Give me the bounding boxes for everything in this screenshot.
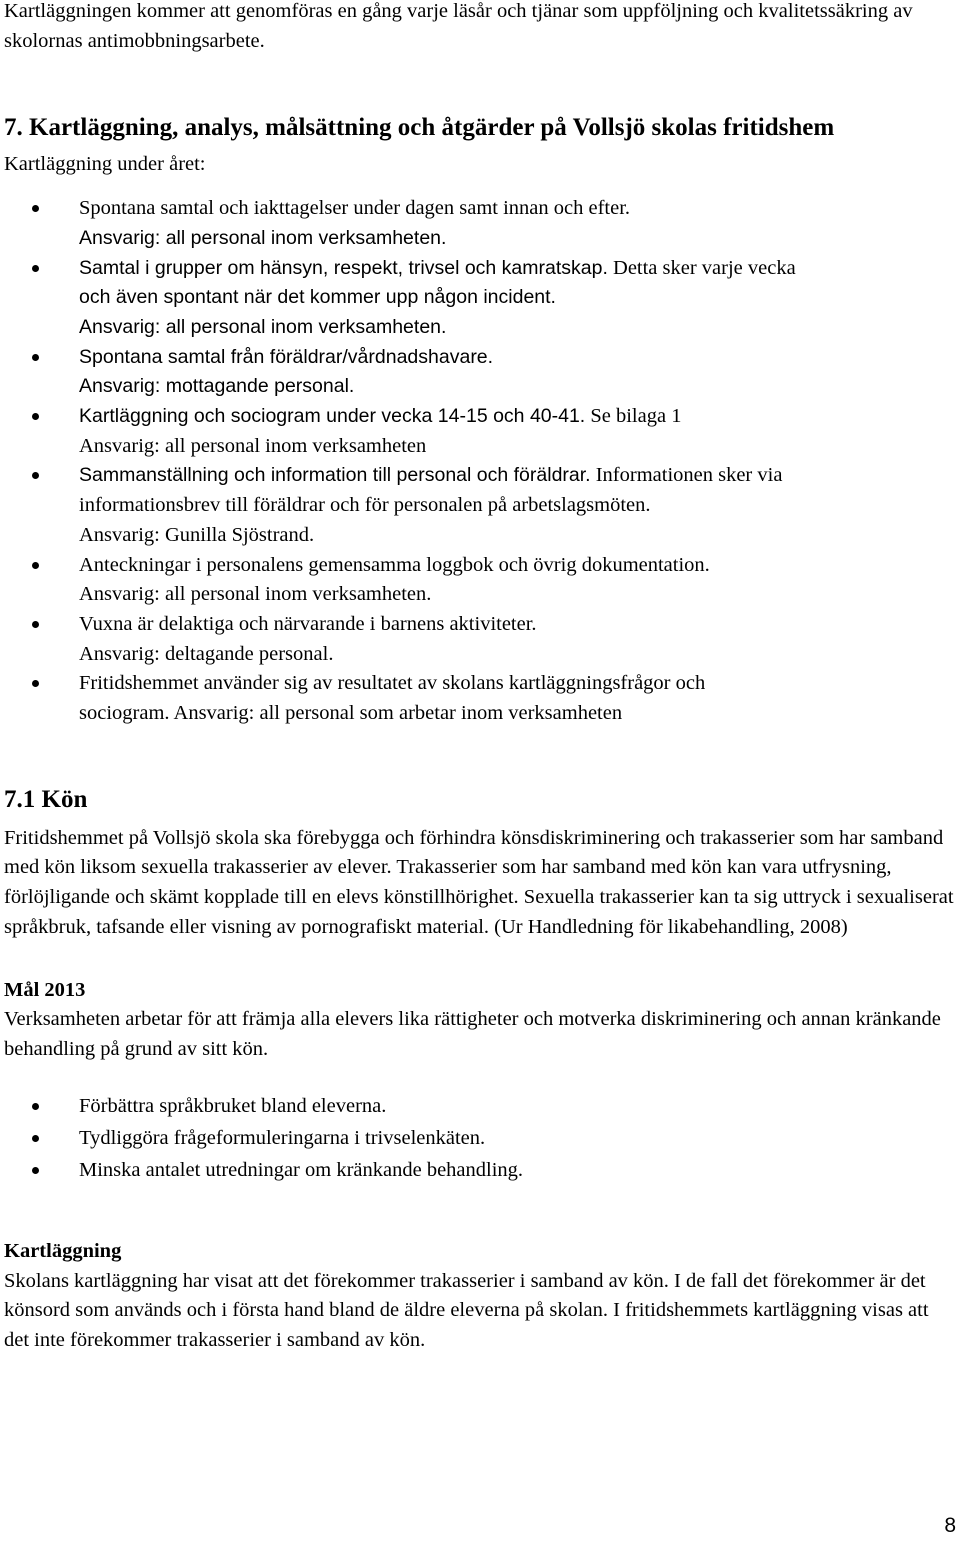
section-7-subheading: Kartläggning under året: xyxy=(4,153,206,176)
bullet-icon xyxy=(32,562,39,569)
item-text-line2: och även spontant när det kommer upp någon incident. xyxy=(79,286,556,309)
bullet-icon xyxy=(32,1103,39,1110)
goal-text: Minska antalet utredningar om kränkande behandling. xyxy=(79,1159,524,1182)
list-item xyxy=(4,1124,954,1154)
item-text-cont: Se bilaga 1 xyxy=(585,405,682,428)
bullet-icon xyxy=(32,680,39,687)
list-item xyxy=(4,402,954,461)
survey-body: Skolans kartläggning har visat att det förekommer trakasserier i samband av kön. I de fall det förekommer är det könsord som används och i första hand bland de äldre eleverna på skolan. I fritidshemmets kartläggning visas att det inte förekommer trakasserier i samband av kön. xyxy=(4,1269,929,1351)
item-responsible: sociogram. Ansvarig: all personal som arbetar inom verksamheten xyxy=(79,702,623,725)
section-7-1-body: Fritidshemmet på Vollsjö skola ska förebygga och förhindra könsdiskriminering och trakasserier som har samband med kön liksom sexuella trakasserier av elever. Trakasserier som har samband med kön kan vara utfrysning, förlöjligande och skämt kopplade till en elevs könstillhörighet. Sexuella trakasserier kan ta sig uttryck i sexualiserat språkbruk, tafsande eller visning av pornografiskt material. (Ur Handledning för likabehandling, 2008) xyxy=(4,826,954,938)
list-item xyxy=(4,194,954,253)
item-text-line2: informationsbrev till föräldrar och för personalen på arbetslagsmöten. xyxy=(79,494,651,517)
survey-activities-list xyxy=(4,194,954,729)
goal-body: Verksamheten arbetar för att främja alla elevers lika rättigheter och motverka diskriminering och annan kränkande behandling på grund av sitt kön. xyxy=(4,1008,941,1060)
goal-heading: Mål 2013 xyxy=(4,978,86,1001)
list-item xyxy=(4,343,954,402)
item-responsible: Ansvarig: all personal inom verksamheten. xyxy=(79,583,432,606)
bullet-icon xyxy=(32,472,39,479)
item-responsible: Ansvarig: Gunilla Sjöstrand. xyxy=(79,523,315,546)
bullet-icon xyxy=(32,413,39,420)
bullet-icon xyxy=(32,354,39,361)
goal-text: Tydliggöra frågeformuleringarna i trivselenkäten. xyxy=(79,1126,486,1149)
bullet-icon xyxy=(32,1167,39,1174)
bullet-icon xyxy=(32,205,39,212)
list-item xyxy=(4,551,954,610)
list-item xyxy=(4,669,954,728)
section-7-heading: 7. Kartläggning, analys, målsättning och åtgärder på Vollsjö skolas fritidshem xyxy=(4,114,835,142)
bullet-icon xyxy=(32,265,39,272)
item-text: Sammanställning och information till personal och föräldrar. xyxy=(79,464,591,487)
item-responsible: Ansvarig: all personal inom verksamheten. xyxy=(79,226,447,249)
item-responsible: Ansvarig: all personal inom verksamheten xyxy=(79,434,427,457)
survey-heading: Kartläggning xyxy=(4,1239,122,1262)
item-text: Anteckningar i personalens gemensamma loggbok och övrig dokumentation. xyxy=(79,553,710,576)
list-item xyxy=(4,1092,954,1122)
item-text: Vuxna är delaktiga och närvarande i barnens aktiviteter. xyxy=(79,612,537,635)
item-text: Samtal i grupper om hänsyn, respekt, trivsel och kamratskap. xyxy=(79,256,608,279)
item-responsible: Ansvarig: all personal inom verksamheten. xyxy=(79,315,447,338)
item-text-cont: Informationen sker via xyxy=(590,464,783,487)
intro-paragraph: Kartläggningen kommer att genomföras en gång varje läsår och tjänar som uppföljning och kvalitetssäkring av skolornas antimobbningsarbete. xyxy=(4,0,913,52)
item-responsible: Ansvarig: mottagande personal. xyxy=(79,375,355,398)
page-number: 8 xyxy=(944,1514,956,1537)
list-item xyxy=(4,1156,954,1186)
list-item xyxy=(4,461,954,550)
goals-list xyxy=(4,1092,954,1186)
bullet-icon xyxy=(32,621,39,628)
item-text: Spontana samtal från föräldrar/vårdnadshavare. xyxy=(79,345,494,368)
document-page xyxy=(4,0,954,1356)
section-7-1-heading: 7.1 Kön xyxy=(4,785,88,813)
list-item xyxy=(4,610,954,669)
item-text: Fritidshemmet använder sig av resultatet av skolans kartläggningsfrågor och xyxy=(79,672,706,695)
item-text: Spontana samtal och iakttagelser under dagen samt innan och efter. xyxy=(79,197,631,220)
bullet-icon xyxy=(32,1135,39,1142)
item-responsible: Ansvarig: deltagande personal. xyxy=(79,642,334,665)
item-text: Kartläggning och sociogram under vecka 14-15 och 40-41. xyxy=(79,405,586,428)
list-item xyxy=(4,254,954,343)
goal-text: Förbättra språkbruket bland eleverna. xyxy=(79,1094,387,1117)
item-text-cont: Detta sker varje vecka xyxy=(607,256,796,279)
